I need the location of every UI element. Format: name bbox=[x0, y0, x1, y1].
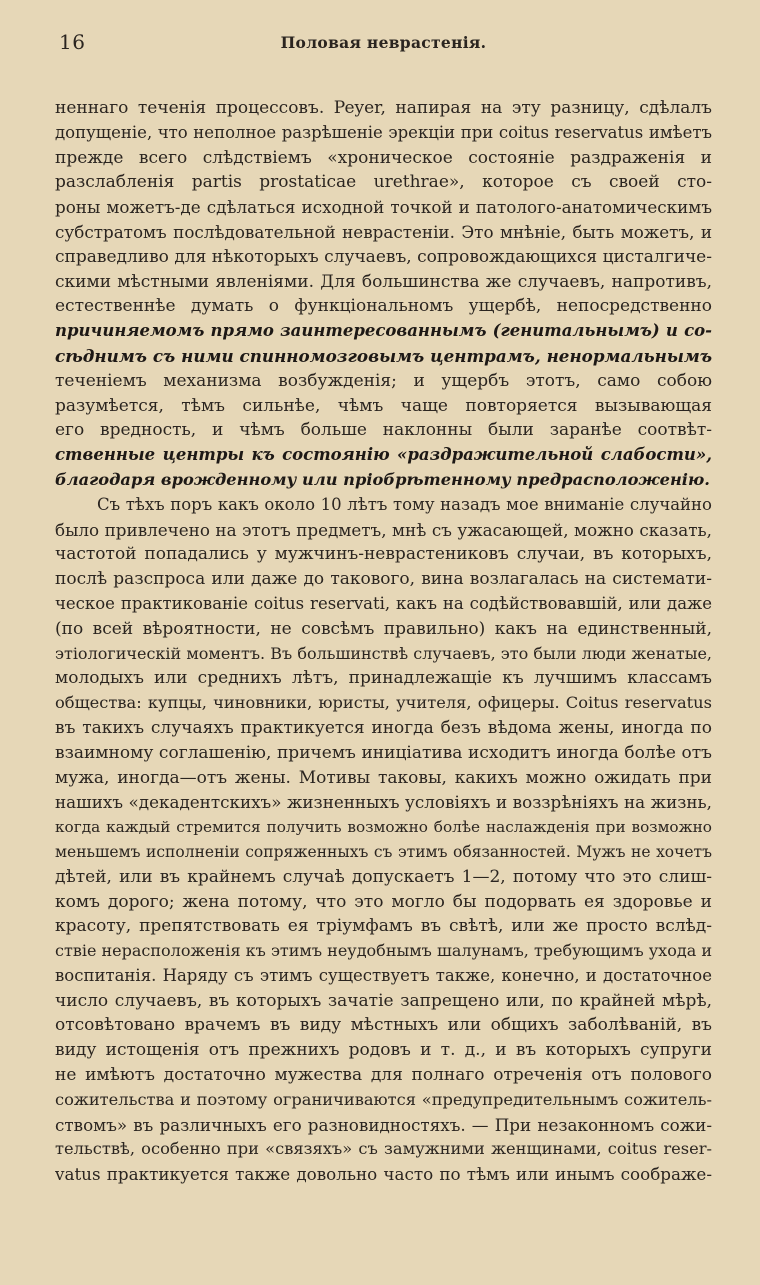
text-line: ствомъ» въ различныхъ его разновидностяхъ. — При незаконномъ сожи- bbox=[55, 1114, 712, 1135]
text-line: когда каждый стремится получить возможно болѣе наслажденія при возможно bbox=[55, 818, 712, 837]
text-line: отсовѣтовано врачемъ въ виду мѣстныхъ или общихъ заболѣваній, въ bbox=[55, 1015, 712, 1036]
text-line: меньшемъ исполненіи сопряженныхъ съ этимъ обязанностей. Мужъ не хочетъ bbox=[55, 842, 712, 861]
text-line: ческое практикованіе coitus reservati, какъ на содѣйствовавшій, или даже bbox=[55, 593, 712, 613]
text-line: воспитанія. Наряду съ этимъ существуетъ также, конечно, и достаточное bbox=[55, 965, 712, 985]
body-text bbox=[55, 96, 712, 1187]
text-line: тельствѣ, особенно при «связяхъ» съ замужними женщинами, coitus reser- bbox=[55, 1139, 712, 1159]
text-line: нашихъ «декадентскихъ» жизненныхъ условіяхъ и воззрѣніяхъ на жизнь, bbox=[55, 792, 712, 813]
text-line: частотой попадались у мужчинъ-неврастениковъ случаи, въ которыхъ, bbox=[55, 544, 712, 565]
running-title: Половая неврастенія. bbox=[280, 33, 487, 52]
text-line: естественнѣе думать о функціональномъ ущербѣ, непосредственно bbox=[55, 296, 712, 317]
text-line: (по всей вѣроятности, не совсѣмъ правильно) какъ на единственный, bbox=[55, 618, 712, 639]
text-line: послѣ разспроса или даже до такового, вина возлагалась на системати- bbox=[55, 569, 712, 590]
text-line: роны можетъ-де сдѣлаться исходной точкой и патолого-анатомическимъ bbox=[55, 197, 712, 218]
text-line: было привлечено на этотъ предметъ, мнѣ съ ужасающей, можно сказать, bbox=[55, 519, 712, 540]
text-line: сѣднимъ съ ними спинномозговымъ центрамъ, ненормальнымъ bbox=[55, 345, 712, 366]
text-line: разумѣется, тѣмъ сильнѣе, чѣмъ чаще повторяется вызывающая bbox=[55, 395, 712, 416]
page-header bbox=[55, 30, 712, 58]
text-line: мужа, иногда—отъ жены. Мотивы таковы, какихъ можно ожидать при bbox=[55, 767, 712, 788]
text-line: ственные центры къ состоянію «раздражительной слабости», bbox=[55, 445, 712, 465]
text-line: его вредность, и чѣмъ больше наклонны были заранѣе соотвѣт- bbox=[55, 420, 712, 441]
text-line: взаимному соглашенію, причемъ иниціатива исходитъ иногда болѣе отъ bbox=[55, 742, 712, 763]
text-line: въ такихъ случаяхъ практикуется иногда безъ вѣдома жены, иногда по bbox=[55, 717, 712, 738]
text-line: причиняемомъ прямо заинтересованнымъ (генитальнымъ) и со- bbox=[55, 321, 712, 341]
text-line: Съ тѣхъ поръ какъ около 10 лѣтъ тому назадъ мое вниманіе случайно bbox=[97, 494, 712, 514]
text-line: разслабленія partis prostaticae urethrae», которое съ своей сто- bbox=[55, 172, 712, 193]
text-line: комъ дорого; жена потому, что это могло бы подорвать ея здоровье и bbox=[55, 891, 712, 912]
text-line: допущеніе, что неполное разрѣшеніе эрекціи при coitus reservatus имѣетъ bbox=[55, 122, 712, 142]
text-line: ствіе нерасположенія къ этимъ неудобнымъ шалунамъ, требующимъ ухода и bbox=[55, 941, 712, 961]
text-line: теченіемъ механизма возбужденія; и ущербъ этотъ, само собою bbox=[55, 370, 712, 391]
text-line: vatus практикуется также довольно часто по тѣмъ или инымъ соображе- bbox=[55, 1164, 712, 1185]
text-line: общества: купцы, чиновники, юристы, учителя, офицеры. Coitus reservatus bbox=[55, 693, 712, 713]
text-line: красоту, препятствовать ея тріумфамъ въ свѣтѣ, или же просто вслѣд- bbox=[55, 916, 712, 937]
text-line: число случаевъ, въ которыхъ зачатіе запрещено или, по крайней мѣрѣ, bbox=[55, 990, 712, 1011]
text-line: справедливо для нѣкоторыхъ случаевъ, сопровождающихся цисталгиче- bbox=[55, 246, 712, 267]
text-line: дѣтей, или въ крайнемъ случаѣ допускаетъ 1—2, потому что это слиш- bbox=[55, 866, 712, 887]
text-line: сожительства и поэтому ограничиваются «предупредительнымъ сожитель- bbox=[55, 1089, 712, 1109]
text-line: скими мѣстными явленіями. Для большинства же случаевъ, напротивъ, bbox=[55, 271, 712, 292]
text-line: субстратомъ послѣдовательной неврастеніи. Это мнѣніе, быть можетъ, и bbox=[55, 221, 712, 242]
page-number: 16 bbox=[59, 30, 86, 54]
text-line: молодыхъ или среднихъ лѣтъ, принадлежащіе къ лучшимъ классамъ bbox=[55, 668, 712, 689]
text-line: неннаго теченія процессовъ. Peyer, напирая на эту разницу, сдѣлалъ bbox=[55, 98, 712, 118]
text-line: благодаря врожденному или пріобрѣтенному предрасположенію. bbox=[55, 469, 710, 489]
text-line: этіологическій моментъ. Въ большинствѣ случаевъ, это были люди женатые, bbox=[55, 643, 712, 663]
text-line: виду истощенія отъ прежнихъ родовъ и т. д., и въ которыхъ супруги bbox=[55, 1040, 712, 1061]
text-line: прежде всего слѣдствіемъ «хроническое состояніе раздраженія и bbox=[55, 147, 712, 168]
text-line: не имѣютъ достаточно мужества для полнаго отреченія отъ полового bbox=[55, 1065, 712, 1086]
